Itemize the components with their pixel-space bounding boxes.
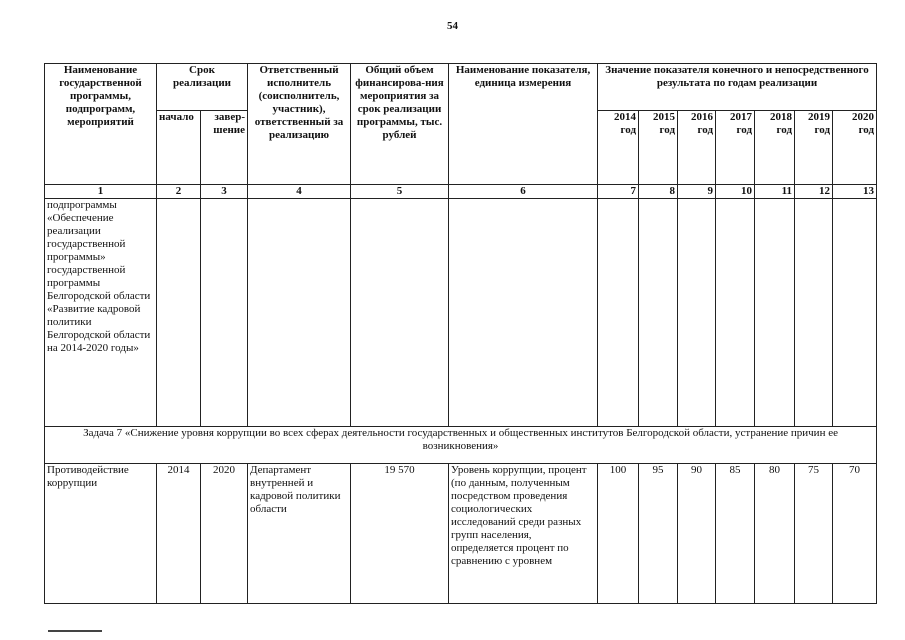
column-number: 1 <box>45 185 157 199</box>
measure-end-year: 2020 <box>201 464 248 604</box>
value-2015: 95 <box>639 464 678 604</box>
header-end: завер-шение <box>201 111 248 185</box>
empty-cell <box>795 199 833 427</box>
column-number: 13 <box>833 185 877 199</box>
column-number-row <box>45 185 877 199</box>
column-number: 11 <box>755 185 795 199</box>
value-2018: 80 <box>755 464 795 604</box>
column-number: 10 <box>716 185 755 199</box>
header-program-name: Наименование государственной программы, подпрограмм, мероприятий <box>45 64 157 185</box>
header-year-2014: 2014 год <box>598 111 639 185</box>
column-number: 3 <box>201 185 248 199</box>
measure-responsible: Департамент внутренней и кадровой политики области <box>248 464 351 604</box>
subprogram-name: подпрограммы «Обеспечение реализации государственной программы» государственной программы Белгородской области «Развитие кадровой политики Белгородской области на 2014-2020 годы» <box>45 199 157 427</box>
empty-cell <box>639 199 678 427</box>
header-year-2017: 2017 год <box>716 111 755 185</box>
empty-cell <box>449 199 598 427</box>
header-year-2018: 2018 год <box>755 111 795 185</box>
header-indicator: Наименование показателя, единица измерения <box>449 64 598 185</box>
header-term: Срок реализации <box>157 64 248 111</box>
empty-cell <box>678 199 716 427</box>
measure-name: Противодействие коррупции <box>45 464 157 604</box>
table-row <box>45 464 877 604</box>
column-number: 4 <box>248 185 351 199</box>
column-number: 6 <box>449 185 598 199</box>
task-heading: Задача 7 «Снижение уровня коррупции во всех сферах деятельности государственных и общественных институтов Белгородской области, устранение причин ее возникновения» <box>45 427 877 464</box>
empty-cell <box>755 199 795 427</box>
value-2020: 70 <box>833 464 877 604</box>
column-number: 8 <box>639 185 678 199</box>
header-year-2019: 2019 год <box>795 111 833 185</box>
column-number: 12 <box>795 185 833 199</box>
header-responsible: Ответственный исполнитель (соисполнитель, участник), ответственный за реализацию <box>248 64 351 185</box>
header-year-2016: 2016 год <box>678 111 716 185</box>
value-2017: 85 <box>716 464 755 604</box>
header-indicator-values: Значение показателя конечного и непосредственного результата по годам реализации <box>598 64 877 111</box>
empty-cell <box>833 199 877 427</box>
value-2016: 90 <box>678 464 716 604</box>
page-number: 54 <box>447 20 458 32</box>
column-number: 7 <box>598 185 639 199</box>
program-table <box>44 63 877 604</box>
subprogram-row <box>45 199 877 427</box>
header-year-2020: 2020 год <box>833 111 877 185</box>
empty-cell <box>716 199 755 427</box>
header-year-2015: 2015 год <box>639 111 678 185</box>
value-2014: 100 <box>598 464 639 604</box>
column-number: 9 <box>678 185 716 199</box>
column-number: 2 <box>157 185 201 199</box>
empty-cell <box>157 199 201 427</box>
measure-funding: 19 570 <box>351 464 449 604</box>
footer-rule <box>48 630 102 632</box>
empty-cell <box>201 199 248 427</box>
header-funding: Общий объем финансирова-ния мероприятия за срок реализации программы, тыс. рублей <box>351 64 449 185</box>
empty-cell <box>598 199 639 427</box>
empty-cell <box>351 199 449 427</box>
empty-cell <box>248 199 351 427</box>
column-number: 5 <box>351 185 449 199</box>
header-start: начало <box>157 111 201 185</box>
value-2019: 75 <box>795 464 833 604</box>
measure-indicator: Уровень коррупции, процент (по данным, полученным посредством проведения социологических исследований среди разных групп населения, определяется процент по сравнению с уровнем <box>449 464 598 604</box>
measure-start-year: 2014 <box>157 464 201 604</box>
